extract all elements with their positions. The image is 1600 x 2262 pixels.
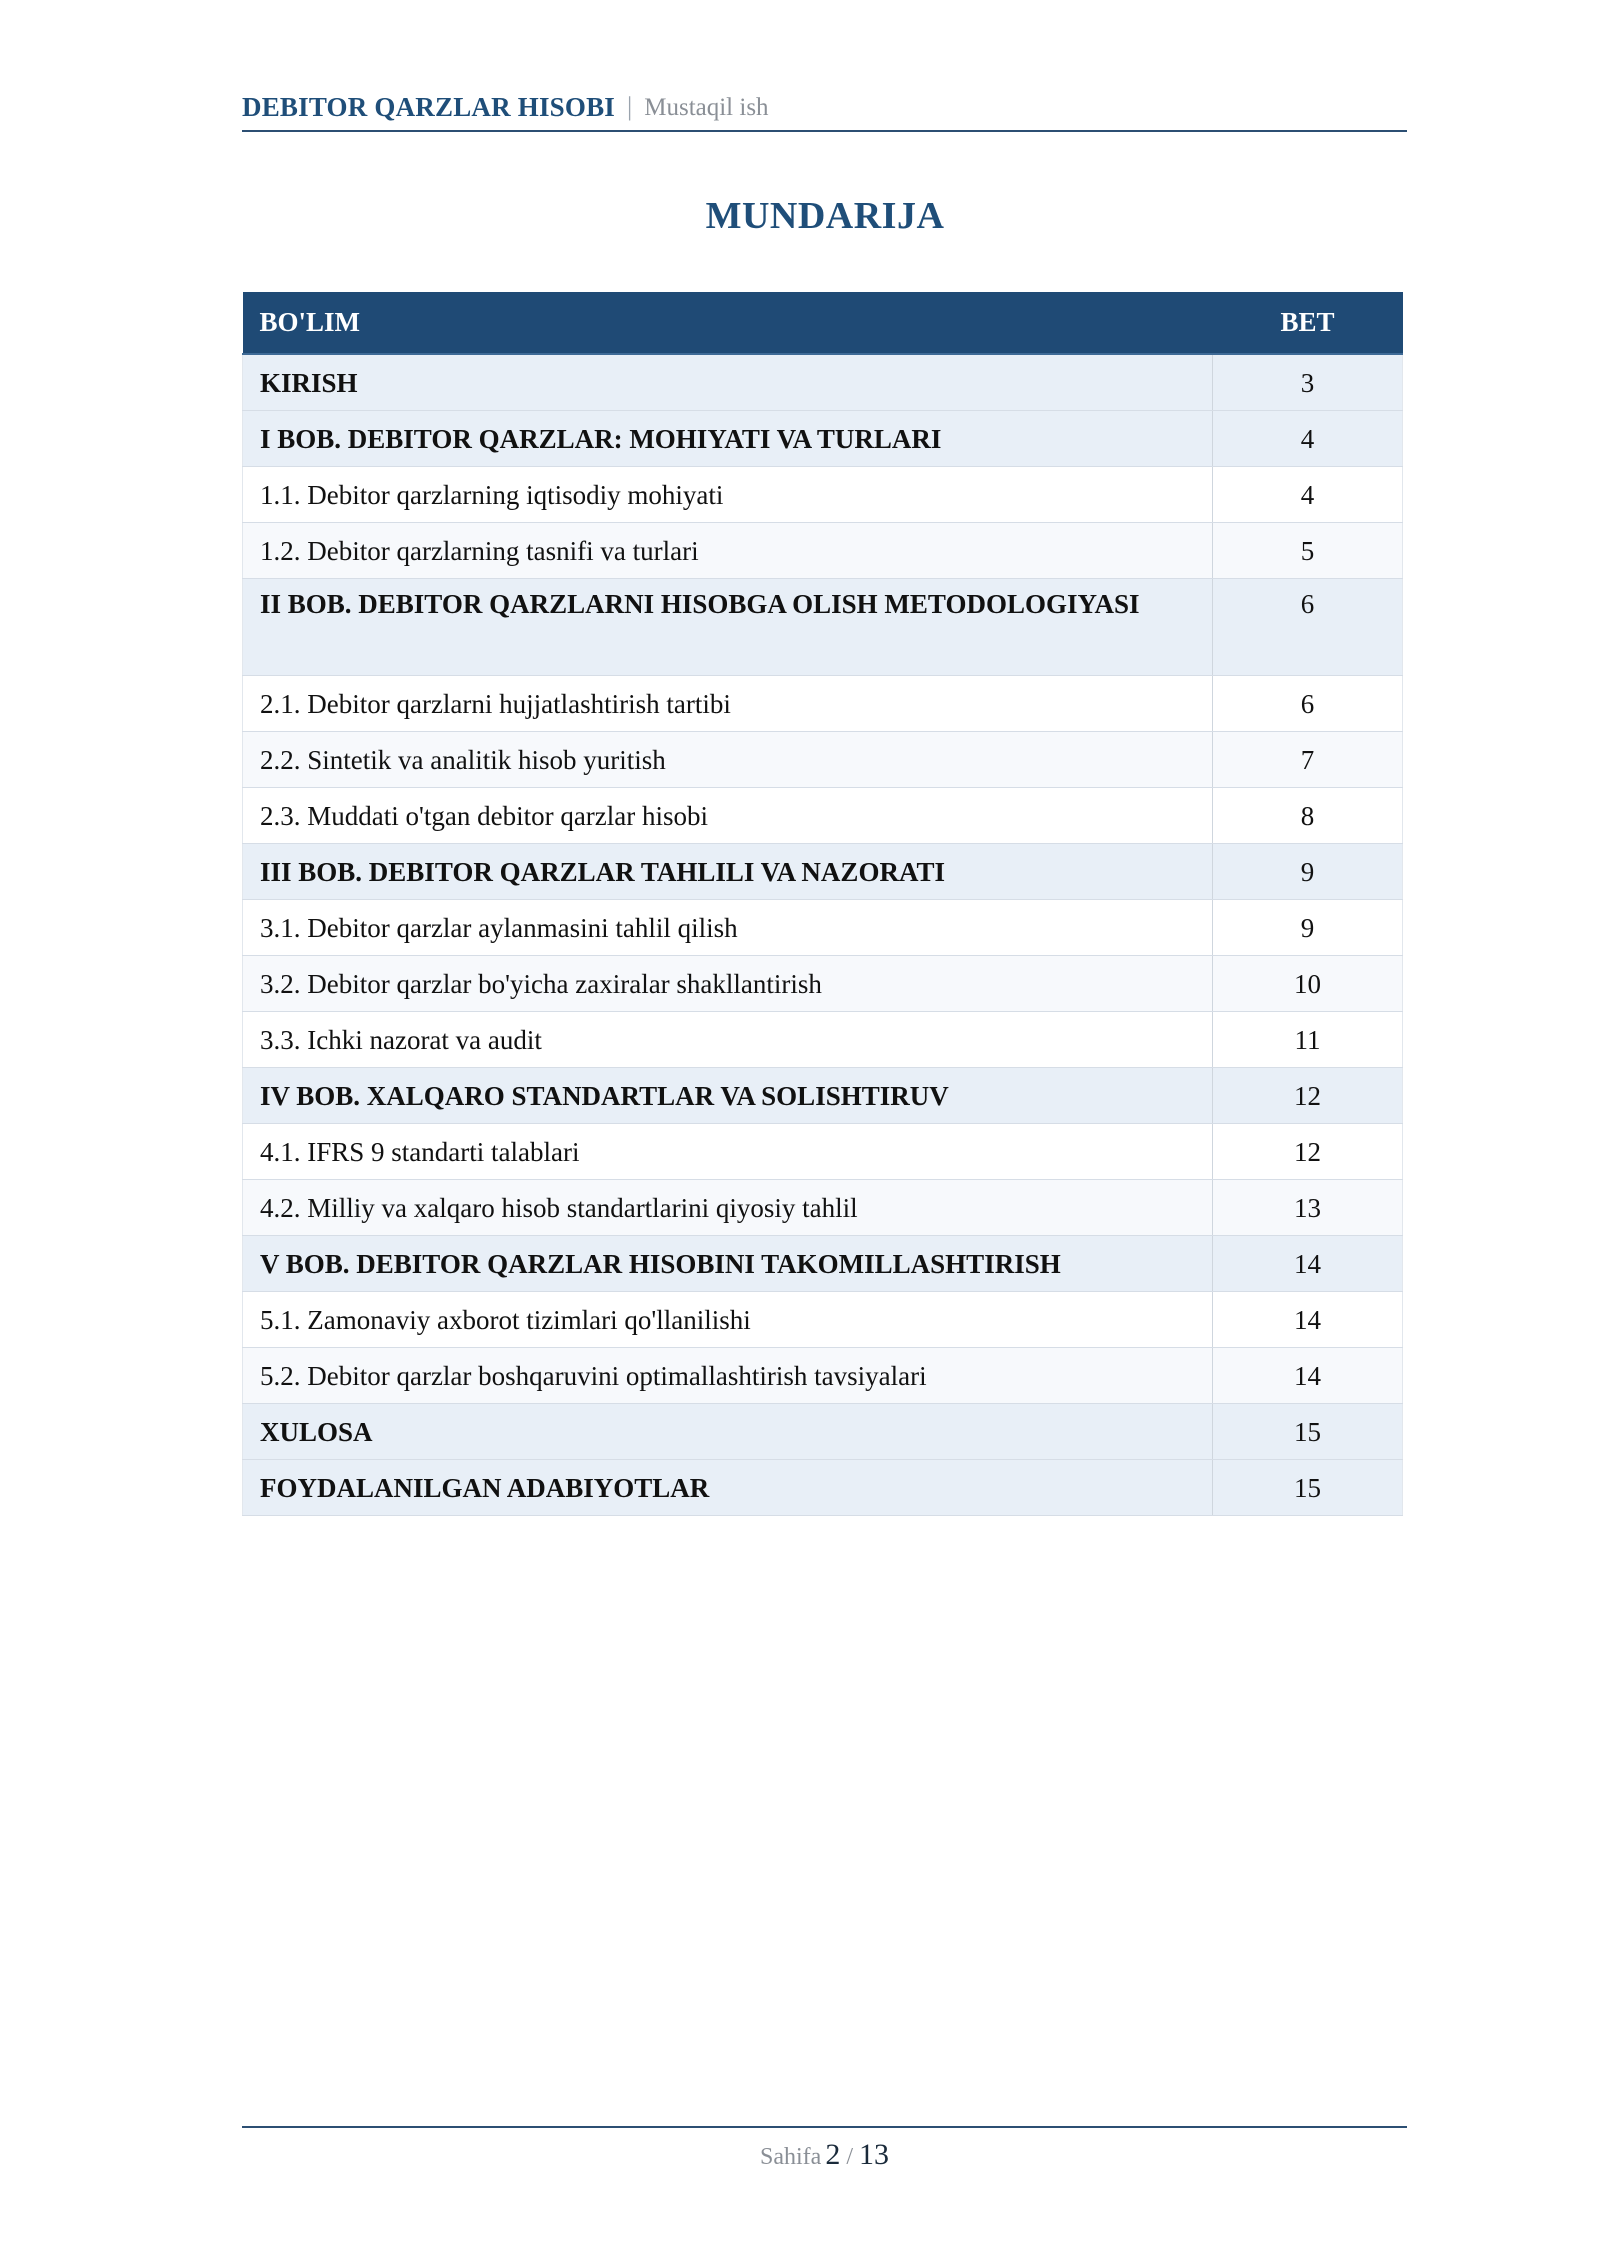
toc-page-number: 8 <box>1213 788 1403 844</box>
toc-section-title: 1.1. Debitor qarzlarning iqtisodiy mohiyati <box>243 467 1213 523</box>
toc-row <box>243 579 1403 676</box>
footer-separator: / <box>846 2144 853 2170</box>
page-footer <box>242 2126 1407 2172</box>
toc-row <box>243 1404 1403 1460</box>
toc-section-title: 3.1. Debitor qarzlar aylanmasini tahlil qilish <box>243 900 1213 956</box>
toc-page-number: 5 <box>1213 523 1403 579</box>
toc-page-number: 10 <box>1213 956 1403 1012</box>
toc-page-number: 6 <box>1213 579 1403 676</box>
toc-section-title: III BOB. DEBITOR QARZLAR TAHLILI VA NAZORATI <box>243 844 1213 900</box>
toc-row <box>243 956 1403 1012</box>
toc-page-number: 7 <box>1213 732 1403 788</box>
toc-page-number: 14 <box>1213 1348 1403 1404</box>
column-header-section: BO'LIM <box>243 292 1213 354</box>
header-title: DEBITOR QARZLAR HISOBI <box>242 92 616 122</box>
toc-page-number: 13 <box>1213 1180 1403 1236</box>
toc-page-number: 9 <box>1213 900 1403 956</box>
table-of-contents <box>242 292 1403 1516</box>
toc-section-title: 2.3. Muddati o'tgan debitor qarzlar hisobi <box>243 788 1213 844</box>
toc-page-number: 6 <box>1213 676 1403 732</box>
toc-page-number: 11 <box>1213 1012 1403 1068</box>
toc-section-title: 5.2. Debitor qarzlar boshqaruvini optimallashtirish tavsiyalari <box>243 1348 1213 1404</box>
toc-section-title: KIRISH <box>243 354 1213 411</box>
toc-section-title: 5.1. Zamonaviy axborot tizimlari qo'llanilishi <box>243 1292 1213 1348</box>
toc-page-number: 15 <box>1213 1404 1403 1460</box>
toc-row <box>243 732 1403 788</box>
header-subtitle: Mustaqil ish <box>644 94 769 121</box>
toc-page-number: 15 <box>1213 1460 1403 1516</box>
toc-page-number: 4 <box>1213 411 1403 467</box>
footer-total-pages: 13 <box>858 2138 889 2171</box>
toc-row <box>243 1236 1403 1292</box>
toc-header-row <box>243 292 1403 354</box>
toc-section-title: 3.2. Debitor qarzlar bo'yicha zaxiralar shakllantirish <box>243 956 1213 1012</box>
toc-section-title: 4.2. Milliy va xalqaro hisob standartlarini qiyosiy tahlil <box>243 1180 1213 1236</box>
toc-page-number: 14 <box>1213 1236 1403 1292</box>
document-title: MUNDARIJA <box>705 195 945 237</box>
toc-section-title: 1.2. Debitor qarzlarning tasnifi va turlari <box>243 523 1213 579</box>
toc-row <box>243 354 1403 411</box>
toc-row <box>243 1180 1403 1236</box>
toc-row <box>243 523 1403 579</box>
toc-page-number: 14 <box>1213 1292 1403 1348</box>
toc-row <box>243 1460 1403 1516</box>
toc-page-number: 4 <box>1213 467 1403 523</box>
toc-row <box>243 1068 1403 1124</box>
toc-section-title: 3.3. Ichki nazorat va audit <box>243 1012 1213 1068</box>
toc-section-title: IV BOB. XALQARO STANDARTLAR VA SOLISHTIRUV <box>243 1068 1213 1124</box>
toc-row <box>243 1124 1403 1180</box>
toc-page-number: 12 <box>1213 1124 1403 1180</box>
page-header <box>242 92 1407 132</box>
toc-row <box>243 1292 1403 1348</box>
toc-row <box>243 844 1403 900</box>
toc-section-title: XULOSA <box>243 1404 1213 1460</box>
toc-page-number: 12 <box>1213 1068 1403 1124</box>
toc-section-title: V BOB. DEBITOR QARZLAR HISOBINI TAKOMILLASHTIRISH <box>243 1236 1213 1292</box>
toc-section-title: 4.1. IFRS 9 standarti talablari <box>243 1124 1213 1180</box>
toc-row <box>243 1348 1403 1404</box>
toc-page-number: 9 <box>1213 844 1403 900</box>
toc-row <box>243 467 1403 523</box>
toc-body <box>243 354 1403 1516</box>
toc-row <box>243 1012 1403 1068</box>
toc-section-title: I BOB. DEBITOR QARZLAR: MOHIYATI VA TURLARI <box>243 411 1213 467</box>
toc-row <box>243 676 1403 732</box>
header-separator: | <box>627 92 633 121</box>
toc-section-title: FOYDALANILGAN ADABIYOTLAR <box>243 1460 1213 1516</box>
toc-section-title: 2.1. Debitor qarzlarni hujjatlashtirish tartibi <box>243 676 1213 732</box>
column-header-page: BET <box>1213 292 1403 354</box>
toc-section-title: II BOB. DEBITOR QARZLARNI HISOBGA OLISH METODOLOGIYASI <box>243 579 1213 676</box>
toc-row <box>243 900 1403 956</box>
footer-current-page: 2 <box>825 2138 841 2171</box>
toc-section-title: 2.2. Sintetik va analitik hisob yuritish <box>243 732 1213 788</box>
toc-row <box>243 411 1403 467</box>
toc-page-number: 3 <box>1213 354 1403 411</box>
footer-label: Sahifa <box>760 2144 822 2170</box>
toc-row <box>243 788 1403 844</box>
